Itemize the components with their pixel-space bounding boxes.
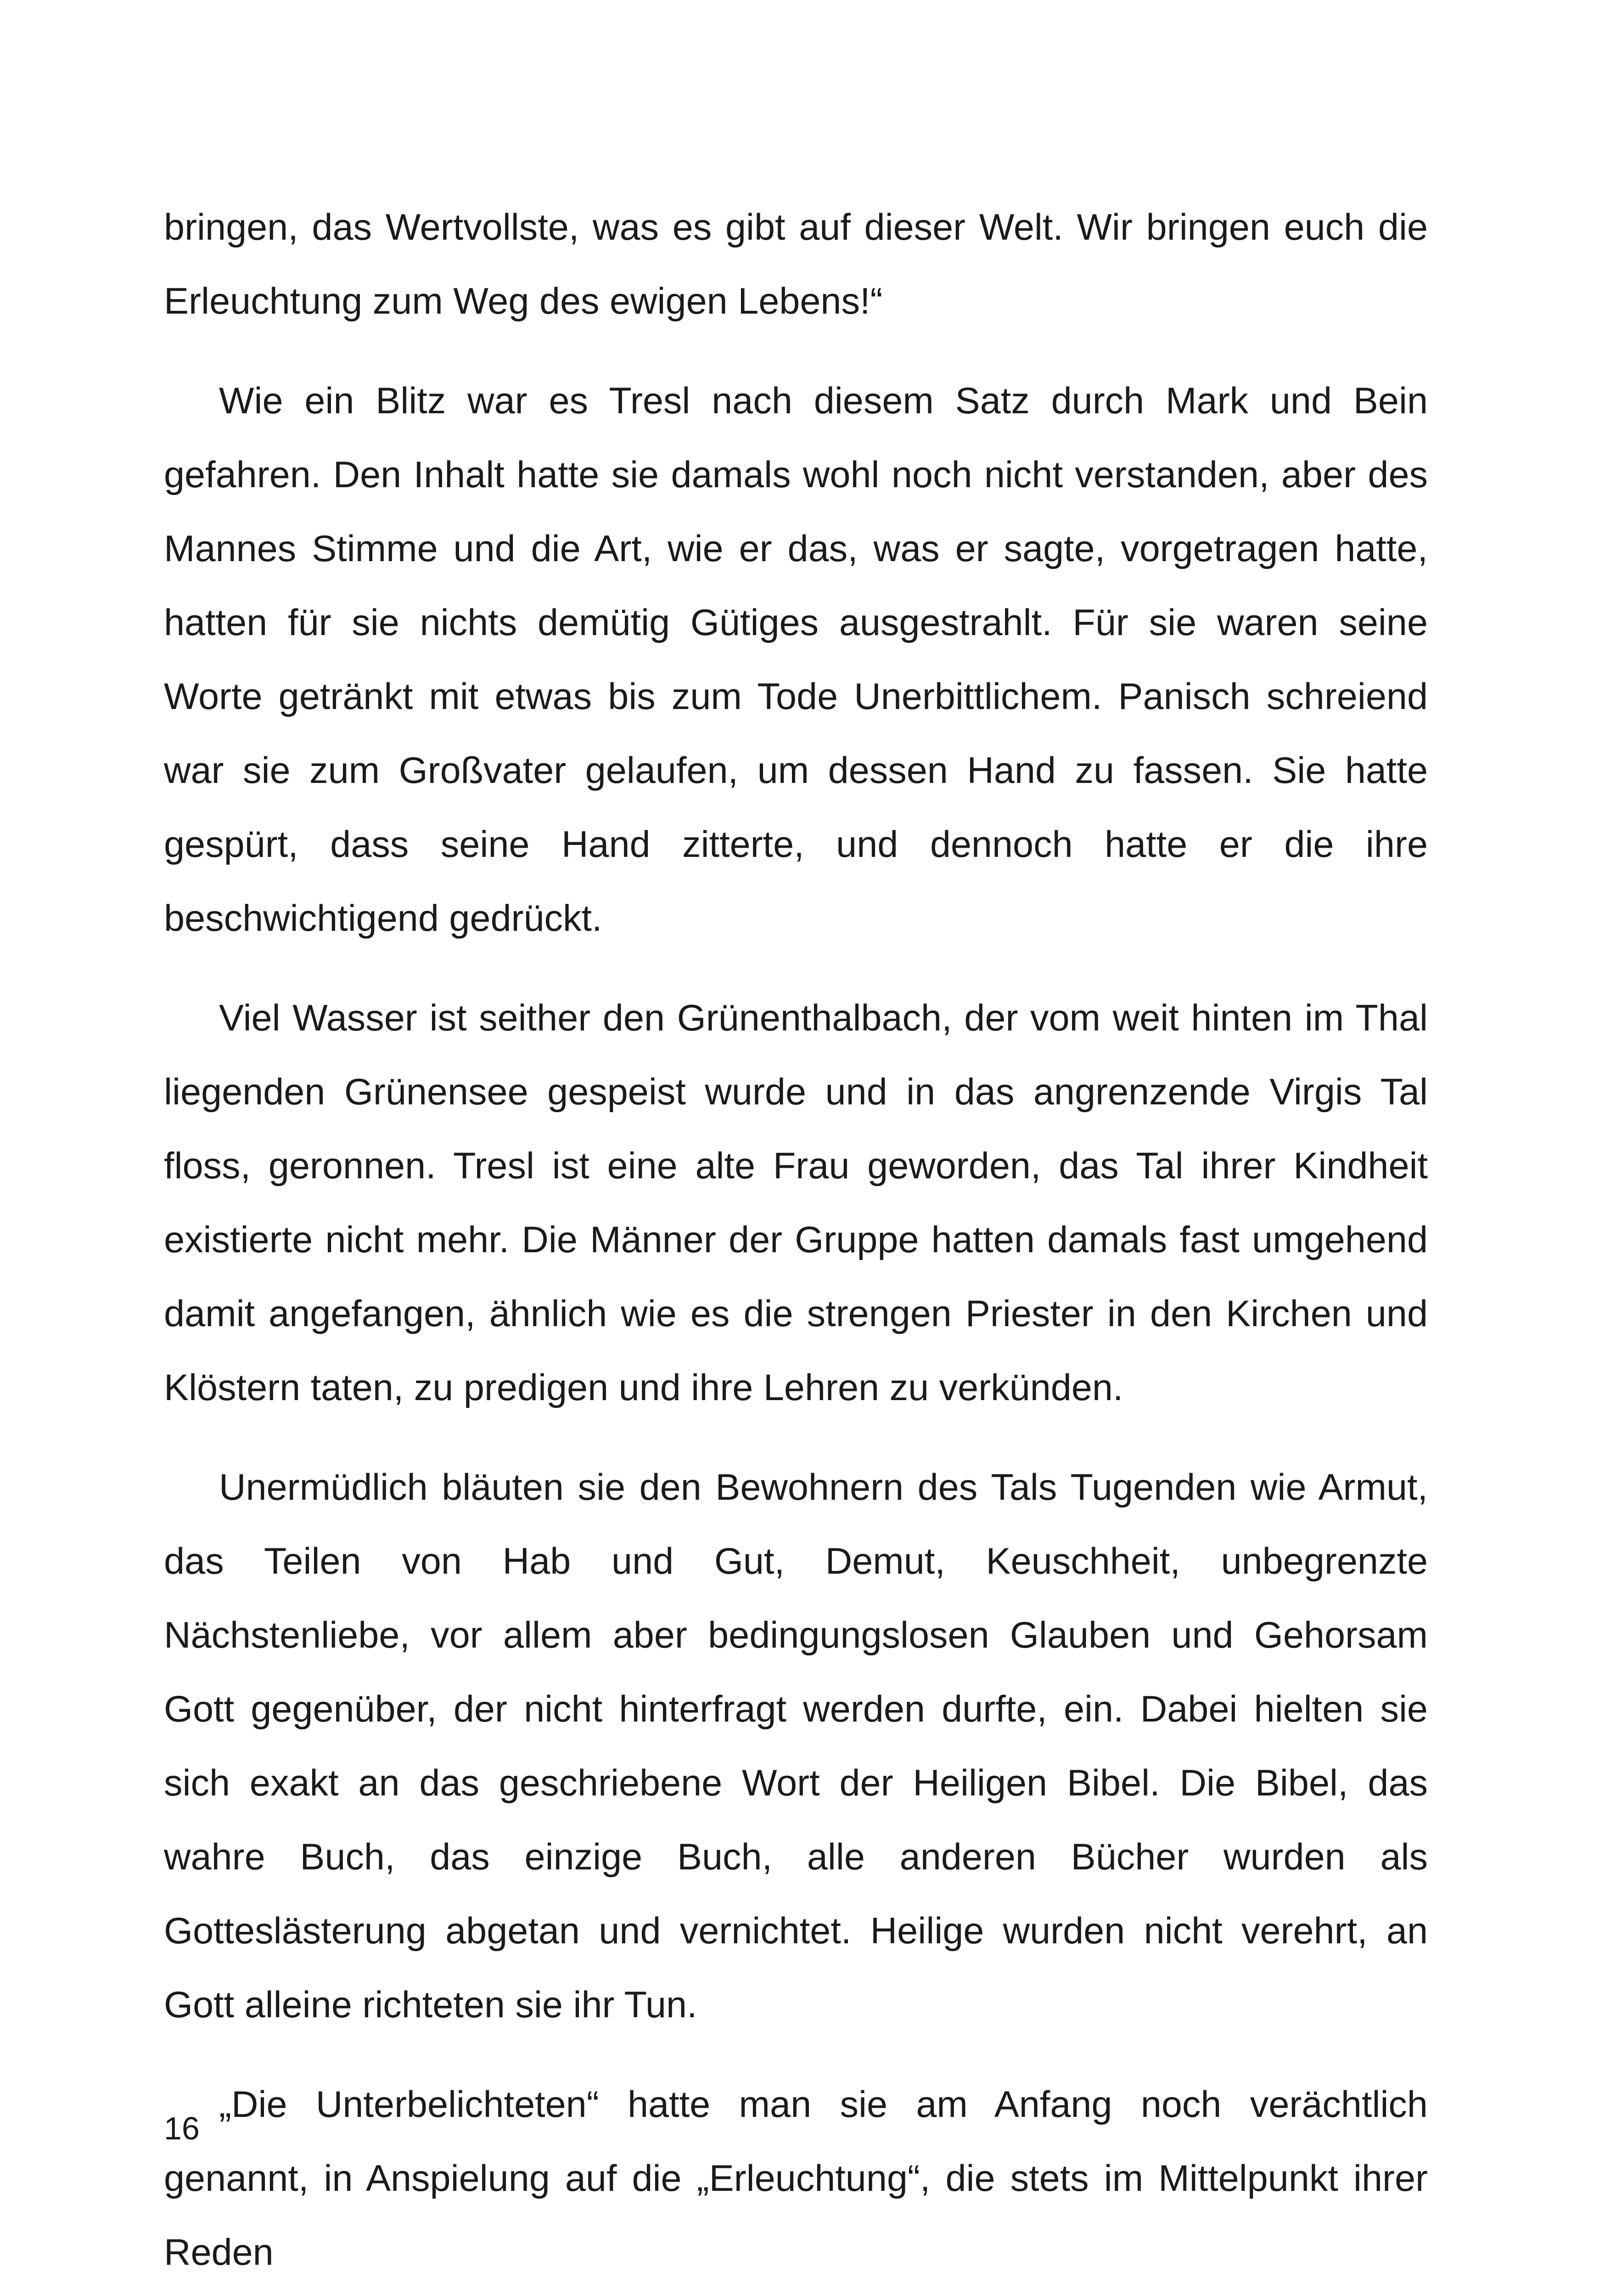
paragraph-2: Wie ein Blitz war es Tresl nach diesem Satz durch Mark und Bein gefahren. Den Inhalt hatte sie damals wohl noch nicht verstanden, aber des Mannes Stimme und die Art, wie er das, was er sagte, vorgetragen hatte, hatten für sie nichts demütig Gütiges ausgestrahlt. Für sie waren seine Worte getränkt mit etwas bis zum Tode Unerbittlichem. Panisch schreiend war sie zum Großvater gelaufen, um dessen Hand zu fassen. Sie hatte gespürt, dass seine Hand zitterte, und dennoch hatte er die ihre beschwichtigend gedrückt. <box>164 380 1428 939</box>
paragraph-1: bringen, das Wertvollste, was es gibt auf dieser Welt. Wir bringen euch die Erleuchtung zum Weg des ewigen Lebens!“ <box>164 207 1428 322</box>
paragraph-5: „Die Unterbelichteten“ hatte man sie am Anfang noch verächtlich genannt, in Anspielung auf die „Erleuchtung“, die stets im Mittelpunkt ihrer Reden <box>164 2084 1428 2273</box>
body-text <box>164 191 1428 2296</box>
page-number: 16 <box>164 2110 200 2146</box>
paragraph-4: Unermüdlich bläuten sie den Bewohnern des Tals Tugenden wie Armut, das Teilen von Hab und Gut, Demut, Keuschheit, unbegrenzte Nächstenliebe, vor allem aber bedingungslosen Glauben und Gehorsam Gott gegenüber, der nicht hinterfragt werden durfte, ein. Dabei hielten sie sich exakt an das geschriebene Wort der Heiligen Bibel. Die Bibel, das wahre Buch, das einzige Buch, alle anderen Bücher wurden als Gotteslästerung abgetan und vernichtet. Heilige wurden nicht verehrt, an Gott alleine richteten sie ihr Tun. <box>164 1467 1428 2026</box>
paragraph-3: Viel Wasser ist seither den Grünenthalbach, der vom weit hinten im Thal liegenden Grünensee gespeist wurde und in das angrenzende Virgis Tal floss, geronnen. Tresl ist eine alte Frau geworden, das Tal ihrer Kindheit existierte nicht mehr. Die Männer der Gruppe hatten damals fast umgehend damit angefangen, ähnlich wie es die strengen Priester in den Kirchen und Klöstern taten, zu predigen und ihre Lehren zu verkünden. <box>164 997 1428 1408</box>
